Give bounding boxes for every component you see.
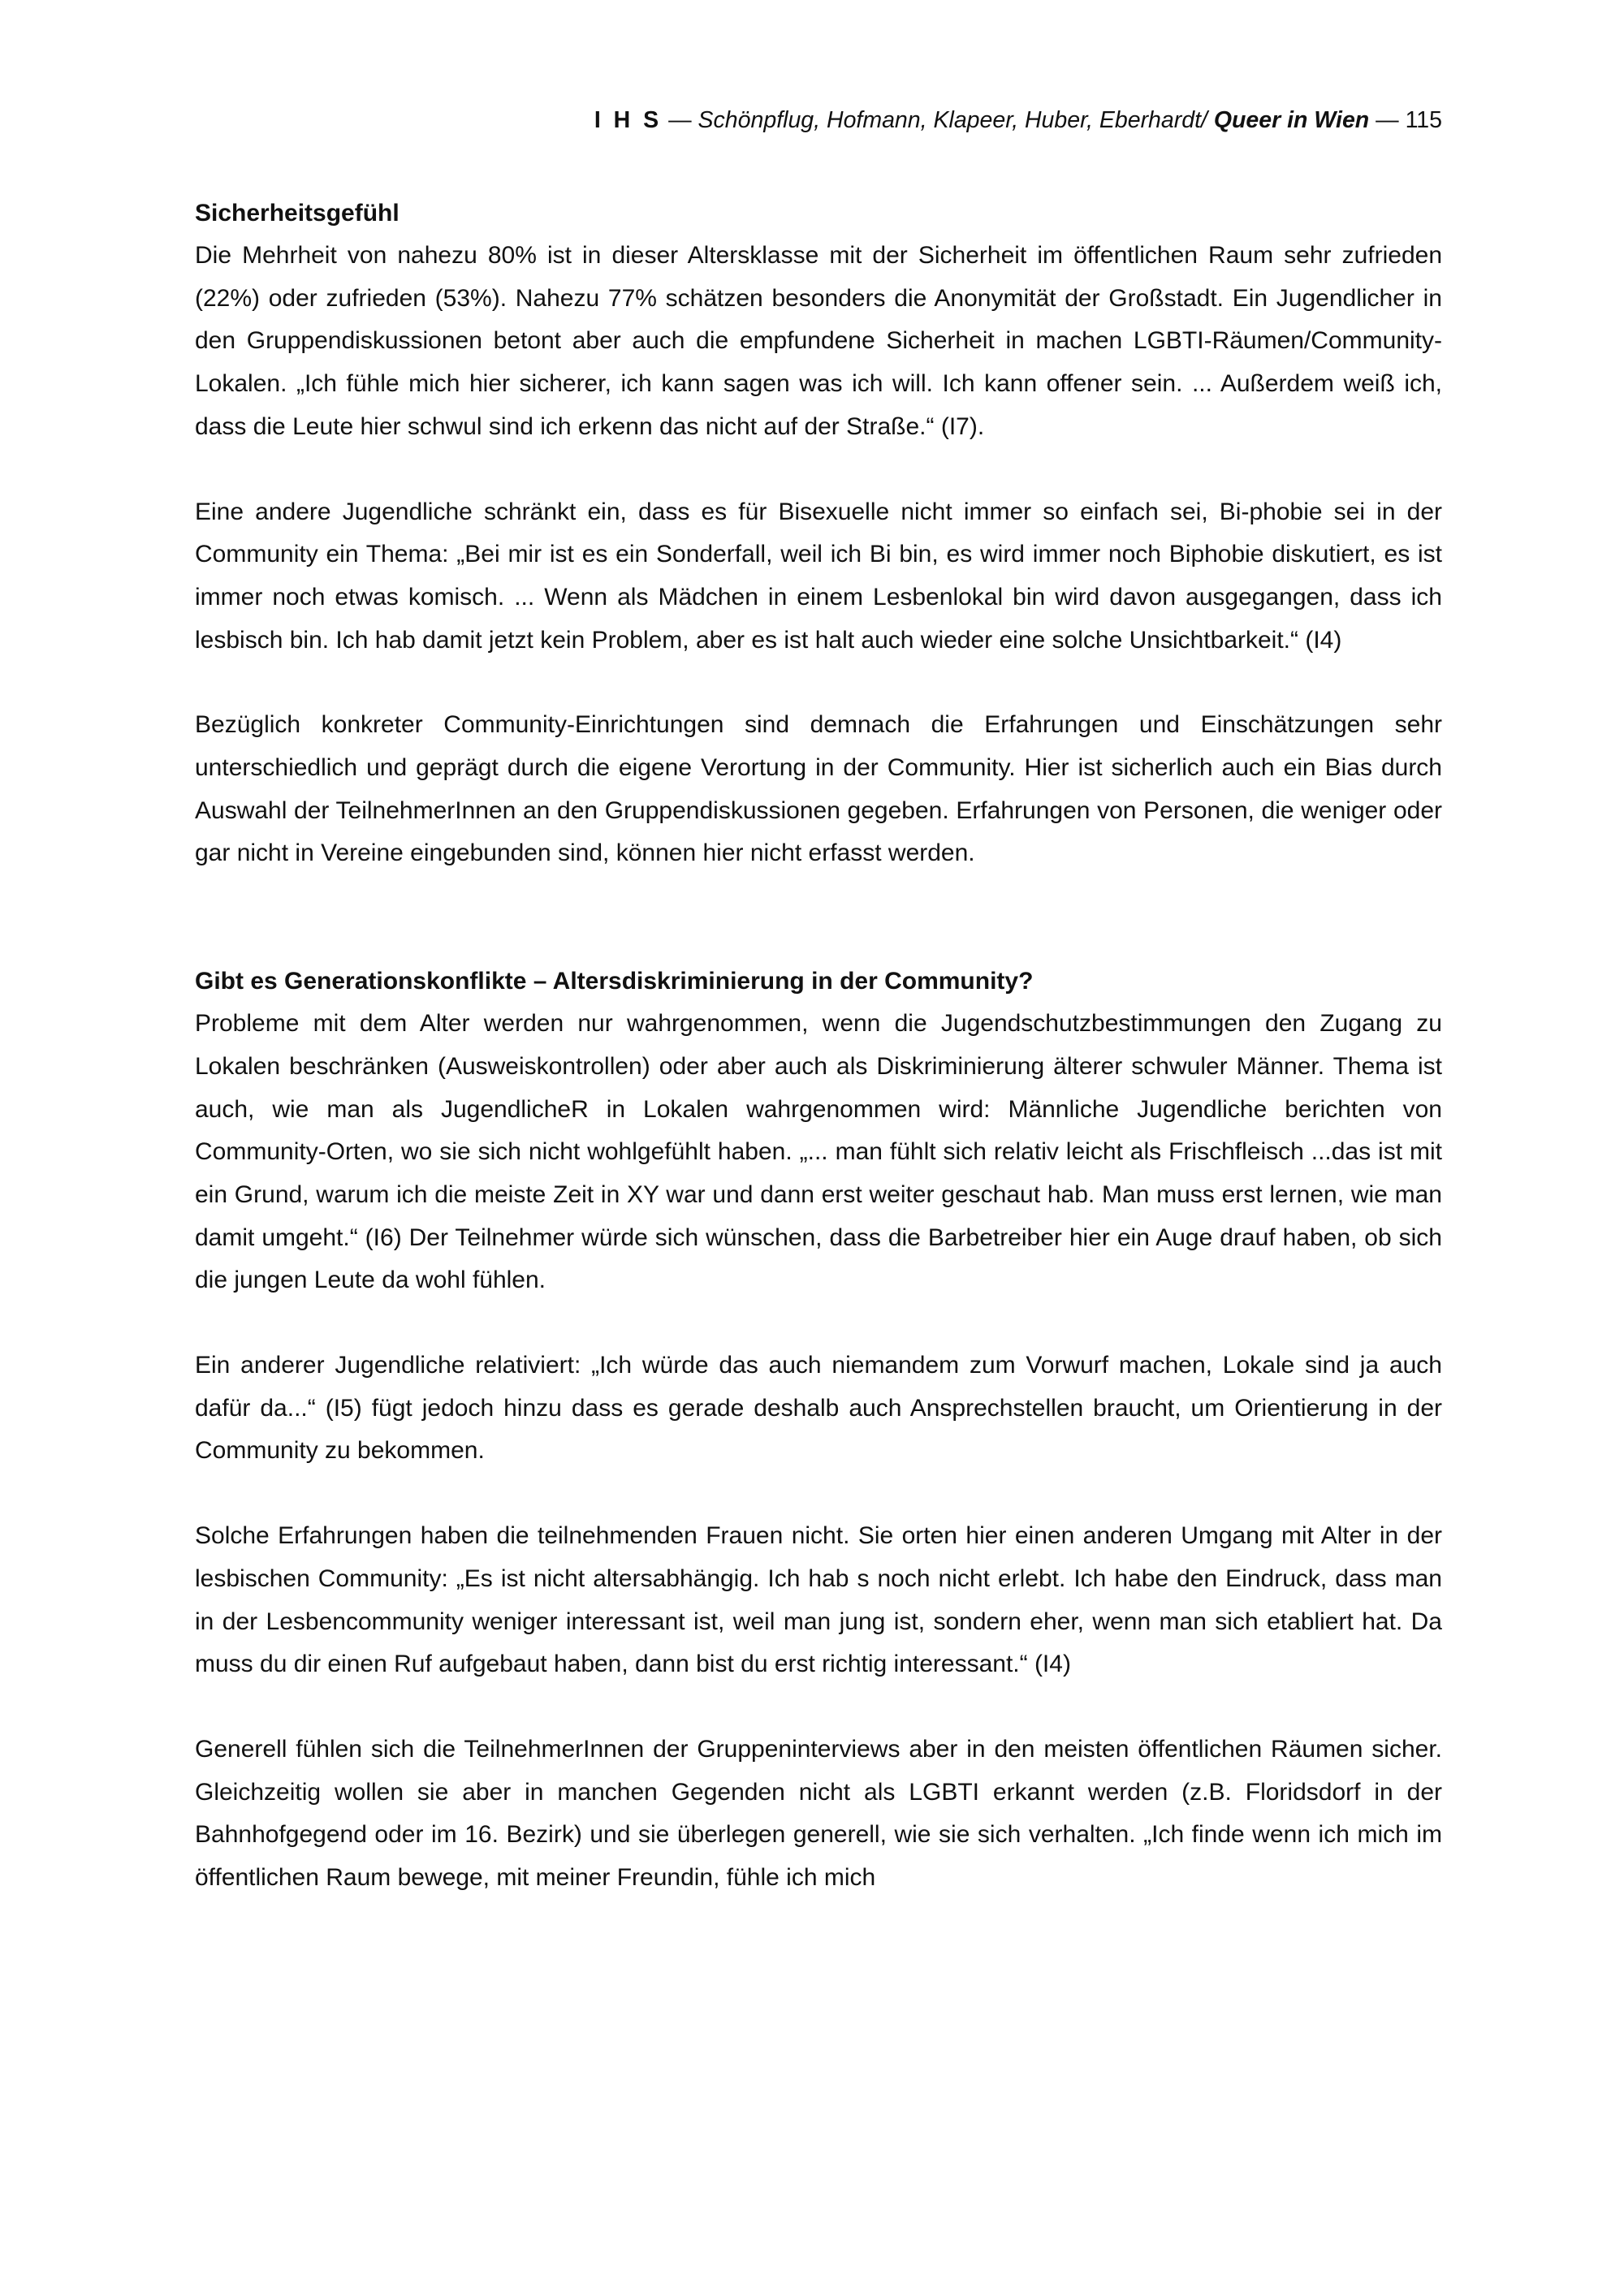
header-title: Queer in Wien [1207, 107, 1370, 133]
page-content [195, 192, 1442, 1900]
paragraph: Eine andere Jugendliche schränkt ein, dass es für Bisexuelle nicht immer so einfach sei, Bi-phobie sei in der Community ein Thema: „Bei mir ist es ein Sonderfall, weil ich Bi bin, es wird immer noch Biphobie diskutiert, es ist immer noch etwas komisch. ... Wenn als Mädchen in einem Lesbenlokal bin wird davon ausgegangen, dass ich lesbisch bin. Ich hab damit jetzt kein Problem, aber es ist halt auch wieder eine solche Unsichtbarkeit.“ (I4) [195, 498, 1442, 654]
section-heading: Sicherheitsgefühl [195, 200, 400, 227]
paragraph: Die Mehrheit von nahezu 80% ist in dieser Altersklasse mit der Sicherheit im öffentlichen Raum sehr zufrieden (22%) oder zufrieden (53%). Nahezu 77% schätzen besonders die Anonymität der Großstadt. Ein Jugendlicher in den Gruppendiskussionen betont aber auch die empfundene Sicherheit in machen LGBTI-Räumen/Community-Lokalen. „Ich fühle mich hier sicherer, ich kann sagen was ich will. Ich kann offener sein. ... Außerdem weiß ich, dass die Leute hier schwul sind ich erkenn das nicht auf der Straße.“ (I7). [195, 242, 1442, 440]
header-dash: — [662, 107, 698, 133]
paragraph: Solche Erfahrungen haben die teilnehmenden Frauen nicht. Sie orten hier einen anderen Umgang mit Alter in der lesbischen Community: „Es ist nicht altersabhängig. Ich hab s noch nicht erlebt. Ich habe den Eindruck, dass man in der Lesbencommunity weniger interessant ist, weil man jung ist, sondern eher, wenn man sich etabliert hat. Da muss du dir einen Ruf aufgebaut haben, dann bist du erst richtig interessant.“ (I4) [195, 1522, 1442, 1678]
running-header [195, 106, 1442, 135]
paragraph: Ein anderer Jugendliche relativiert: „Ich würde das auch niemandem zum Vorwurf machen, Lokale sind ja auch dafür da...“ (I5) fügt jedoch hinzu dass es gerade deshalb auch Ansprechstellen braucht, um Orientierung in der Community zu bekommen. [195, 1352, 1442, 1465]
section-heading: Gibt es Generationskonflikte – Altersdiskriminierung in der Community? [195, 968, 1034, 995]
header-org: I H S [594, 107, 663, 133]
section-sicherheitsgefuehl [195, 192, 1442, 875]
paragraph: Generell fühlen sich die TeilnehmerInnen der Gruppeninterviews aber in den meisten öffentlichen Räumen sicher. Gleichzeitig wollen sie aber in manchen Gegenden nicht als LGBTI erkannt werden (z.B. Floridsdorf in der Bahnhofgegend oder im 16. Bezirk) und sie überlegen generell, wie sie sich verhalten. „Ich finde wenn ich mich im öffentlichen Raum bewege, mit meiner Freundin, fühle ich mich [195, 1735, 1442, 1892]
paragraph: Bezüglich konkreter Community-Einrichtungen sind demnach die Erfahrungen und Einschätzungen sehr unterschiedlich und geprägt durch die eigene Verortung in der Community. Hier ist sicherlich auch ein Bias durch Auswahl der TeilnehmerInnen an den Gruppendiskussionen gegeben. Erfahrungen von Personen, die weniger oder gar nicht in Vereine eingebunden sind, können hier nicht erfasst werden. [195, 711, 1442, 867]
section-generationskonflikte [195, 960, 1442, 1900]
paragraph: Probleme mit dem Alter werden nur wahrgenommen, wenn die Jugendschutzbestimmungen den Zugang zu Lokalen beschränken (Ausweiskontrollen) oder aber auch als Diskriminierung älterer schwuler Männer. Thema ist auch, wie man als JugendlicheR in Lokalen wahrgenommen wird: Männliche Jugendliche berichten von Community-Orten, wo sie sich nicht wohlgefühlt haben. „... man fühlt sich relativ leicht als Frischfleisch ...das ist mit ein Grund, warum ich die meiste Zeit in XY war und dann erst weiter geschaut hab. Man muss erst lernen, wie man damit umgeht.“ (I6) Der Teilnehmer würde sich wünschen, dass die Barbetreiber hier ein Auge drauf haben, ob sich die jungen Leute da wohl fühlen. [195, 1010, 1442, 1294]
header-authors: Schönpflug, Hofmann, Klapeer, Huber, Eberhardt/ [698, 107, 1207, 133]
header-dash: — [1369, 107, 1406, 133]
page-number: 115 [1405, 107, 1442, 133]
